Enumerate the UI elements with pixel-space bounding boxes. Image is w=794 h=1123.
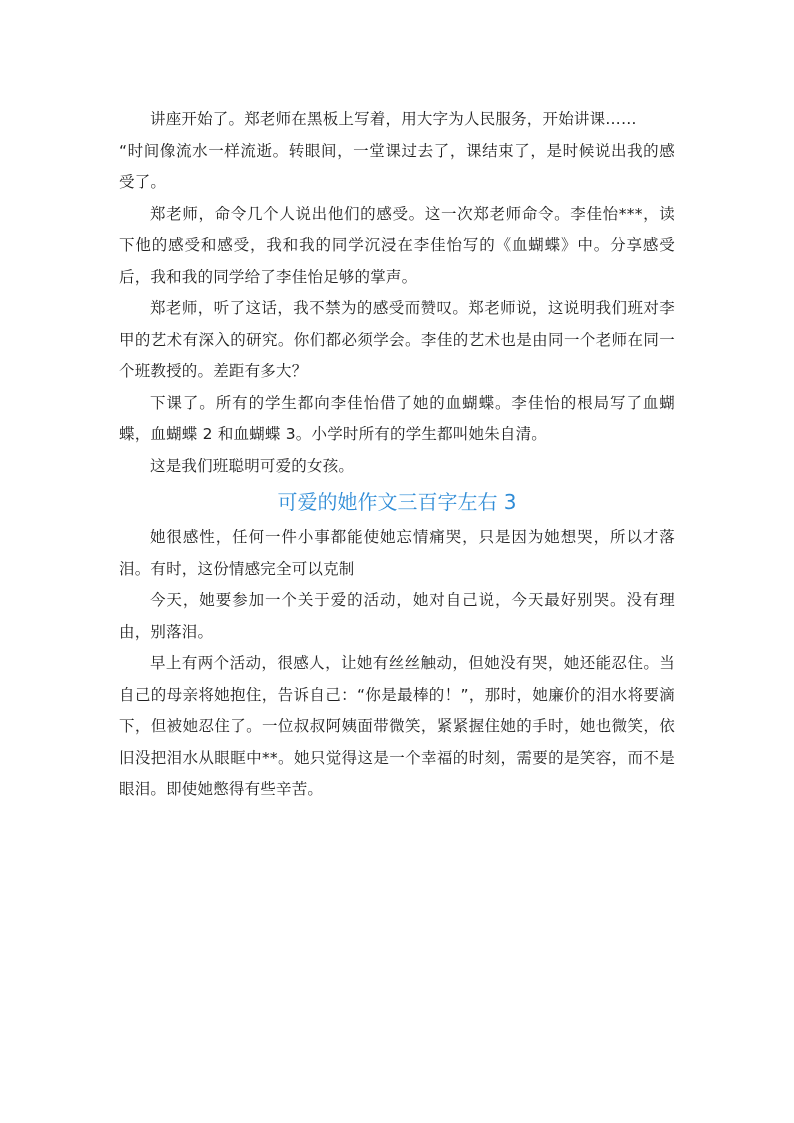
paragraph: 早上有两个活动，很感人，让她有丝丝触动，但她没有哭，她还能忍住。当自己的母亲将她抱住，告诉自己：“你是最棒的！”，那时，她廉价的泪水将要滴下，但被她忍住了。一位叔叔阿姨面带微笑，紧紧握住她的手时，她也微笑，依旧没把泪水从眼眶中**。她只觉得这是一个幸福的时刻，需要的是笑容，而不是眼泪。即使她憋得有些辛苦。 (119, 654, 675, 798)
paragraph: 讲座开始了。郑老师在黑板上写着，用大字为人民服务，开始讲课…… (150, 110, 637, 128)
paragraph: 郑老师，命令几个人说出他们的感受。这一次郑老师命令。李佳怡***，读下他的感受和感受，我和我的同学沉浸在李佳怡写的《血蝴蝶》中。分享感受后，我和我的同学给了李佳怡足够的掌声。 (119, 204, 675, 286)
section-heading: 可爱的她作文三百字左右 3 (277, 490, 517, 514)
paragraph: 今天，她要参加一个关于爱的活动，她对自己说，今天最好别哭。没有理由，别落泪。 (119, 591, 675, 641)
paragraph: 郑老师，听了这话，我不禁为的感受而赞叹。郑老师说，这说明我们班对李甲的艺术有深入的研究。你们都必须学会。李佳的艺术也是由同一个老师在同一个班教授的。差距有多大？ (119, 299, 675, 380)
paragraph: 她很感性，任何一件小事都能使她忘情痛哭，只是因为她想哭，所以才落泪。有时，这份情感完全可以克制 (119, 528, 675, 578)
paragraph: 这是我们班聪明可爱的女孩。 (150, 456, 355, 475)
paragraph: “时间像流水一样流逝。转眼间，一堂课过去了，课结束了，是时候说出我的感受了。 (119, 141, 675, 191)
document-body (119, 104, 675, 806)
paragraph: 下课了。所有的学生都向李佳怡借了她的血蝴蝶。李佳怡的根局写了血蝴蝶，血蝴蝶 2 和血蝴蝶 3。小学时所有的学生都叫她朱自清。 (119, 393, 675, 443)
